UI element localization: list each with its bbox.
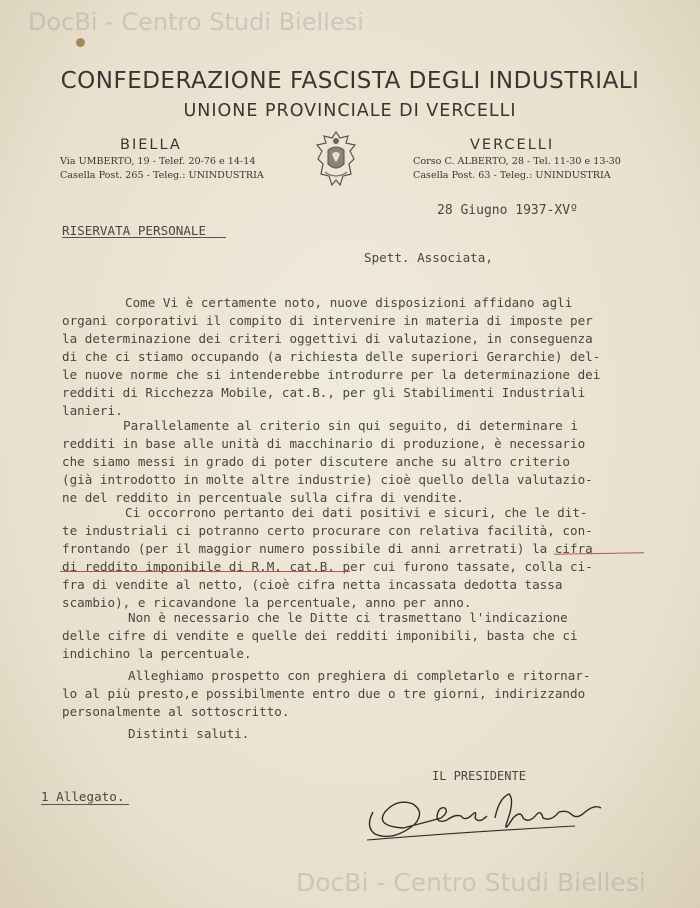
body-line: indichino la percentuale. <box>62 646 252 661</box>
body-line: delle cifre di vendite e quelle dei redditi imponibili, basta che ci <box>62 628 578 643</box>
body-line: redditi di Ricchezza Mobile, cat.B., per gli Stabilimenti Industriali <box>62 385 586 400</box>
office-mailbox-vercelli: Casella Post. 63 - Teleg.: UNINDUSTRIA <box>413 170 611 181</box>
body-line: frontando (per il maggior numero possibile di anni arretrati) la cifra <box>62 541 593 556</box>
crest-icon <box>313 130 359 188</box>
body-line: le nuove norme che si intenderebbe introdurre per la determinazione dei <box>62 367 601 382</box>
reservation-note: RISERVATA PERSONALE <box>62 223 207 238</box>
attachment-note: 1 Allegato. <box>41 789 125 804</box>
body-line: fra di vendite al netto, (cioè cifra netta incassata dedotta tassa <box>62 577 563 592</box>
body-line: Non è necessario che le Ditte ci trasmettano l'indicazione <box>128 610 568 625</box>
body-line: te industriali ci potranno certo procurare con relativa facilità, con- <box>62 523 593 538</box>
body-line: di reddito imponibile di R.M. cat.B. per cui furono tassate, colla ci- <box>62 559 593 574</box>
watermark-bottom: DocBi - Centro Studi Biellesi <box>296 868 646 897</box>
pin-mark <box>76 38 85 47</box>
office-city-biella: BIELLA <box>120 137 182 153</box>
body-line: organi corporativi il compito di intervenire in materia di imposte per <box>62 313 593 328</box>
body-line: Ci occorrono pertanto dei dati positivi e sicuri, che le dit- <box>125 505 588 520</box>
office-city-vercelli: VERCELLI <box>470 137 555 153</box>
watermark-top: DocBi - Centro Studi Biellesi <box>28 8 364 36</box>
handwritten-signature <box>345 782 615 852</box>
body-line: redditi in base alle unità di macchinario di produzione, è necessario <box>62 436 586 451</box>
body-line: Parallelamente al criterio sin qui seguito, di determinare i <box>123 418 578 433</box>
body-line: lo al più presto,e possibilmente entro due o tre giorni, indirizzando <box>62 686 586 701</box>
reservation-underline <box>62 237 226 238</box>
body-line: personalmente al sottoscritto. <box>62 704 290 719</box>
body-line: Alleghiamo prospetto con preghiera di completarlo e ritornar- <box>128 668 591 683</box>
letterhead-subtitle: UNIONE PROVINCIALE DI VERCELLI <box>183 101 517 121</box>
red-underline <box>554 552 644 555</box>
closing: Distinti saluti. <box>128 726 250 741</box>
body-line: ne del reddito in percentuale sulla cifra di vendite. <box>62 490 464 505</box>
body-line: che siamo messi in grado di poter discutere anche su altro criterio <box>62 454 570 469</box>
president-label: IL PRESIDENTE <box>432 769 526 783</box>
body-line: di che ci stiamo occupando (a richiesta delle superiori Gerarchie) del- <box>62 349 601 364</box>
letterhead-title: CONFEDERAZIONE FASCISTA DEGLI INDUSTRIALI <box>60 68 640 94</box>
office-mailbox-biella: Casella Post. 265 - Teleg.: UNINDUSTRIA <box>60 170 264 181</box>
office-address-vercelli: Corso C. ALBERTO, 28 - Tel. 11-30 e 13-30 <box>413 156 621 167</box>
salutation: Spett. Associata, <box>364 250 493 265</box>
body-line: (già introdotto in molte altre industrie) cioè quello della valutazio- <box>62 472 593 487</box>
letter-date: 28 Giugno 1937-XVº <box>437 203 578 218</box>
body-line: la determinazione dei criteri oggettivi di valutazione, in conseguenza <box>62 331 593 346</box>
red-underline <box>60 571 350 572</box>
body-line: lanieri. <box>62 403 123 418</box>
body-line: Come Vi è certamente noto, nuove disposizioni affidano agli <box>125 295 573 310</box>
body-line: scambio), e ricavandone la percentuale, anno per anno. <box>62 595 472 610</box>
office-address-biella: Via UMBERTO, 19 - Telef. 20-76 e 14-14 <box>60 156 256 167</box>
attachment-underline <box>41 804 129 805</box>
